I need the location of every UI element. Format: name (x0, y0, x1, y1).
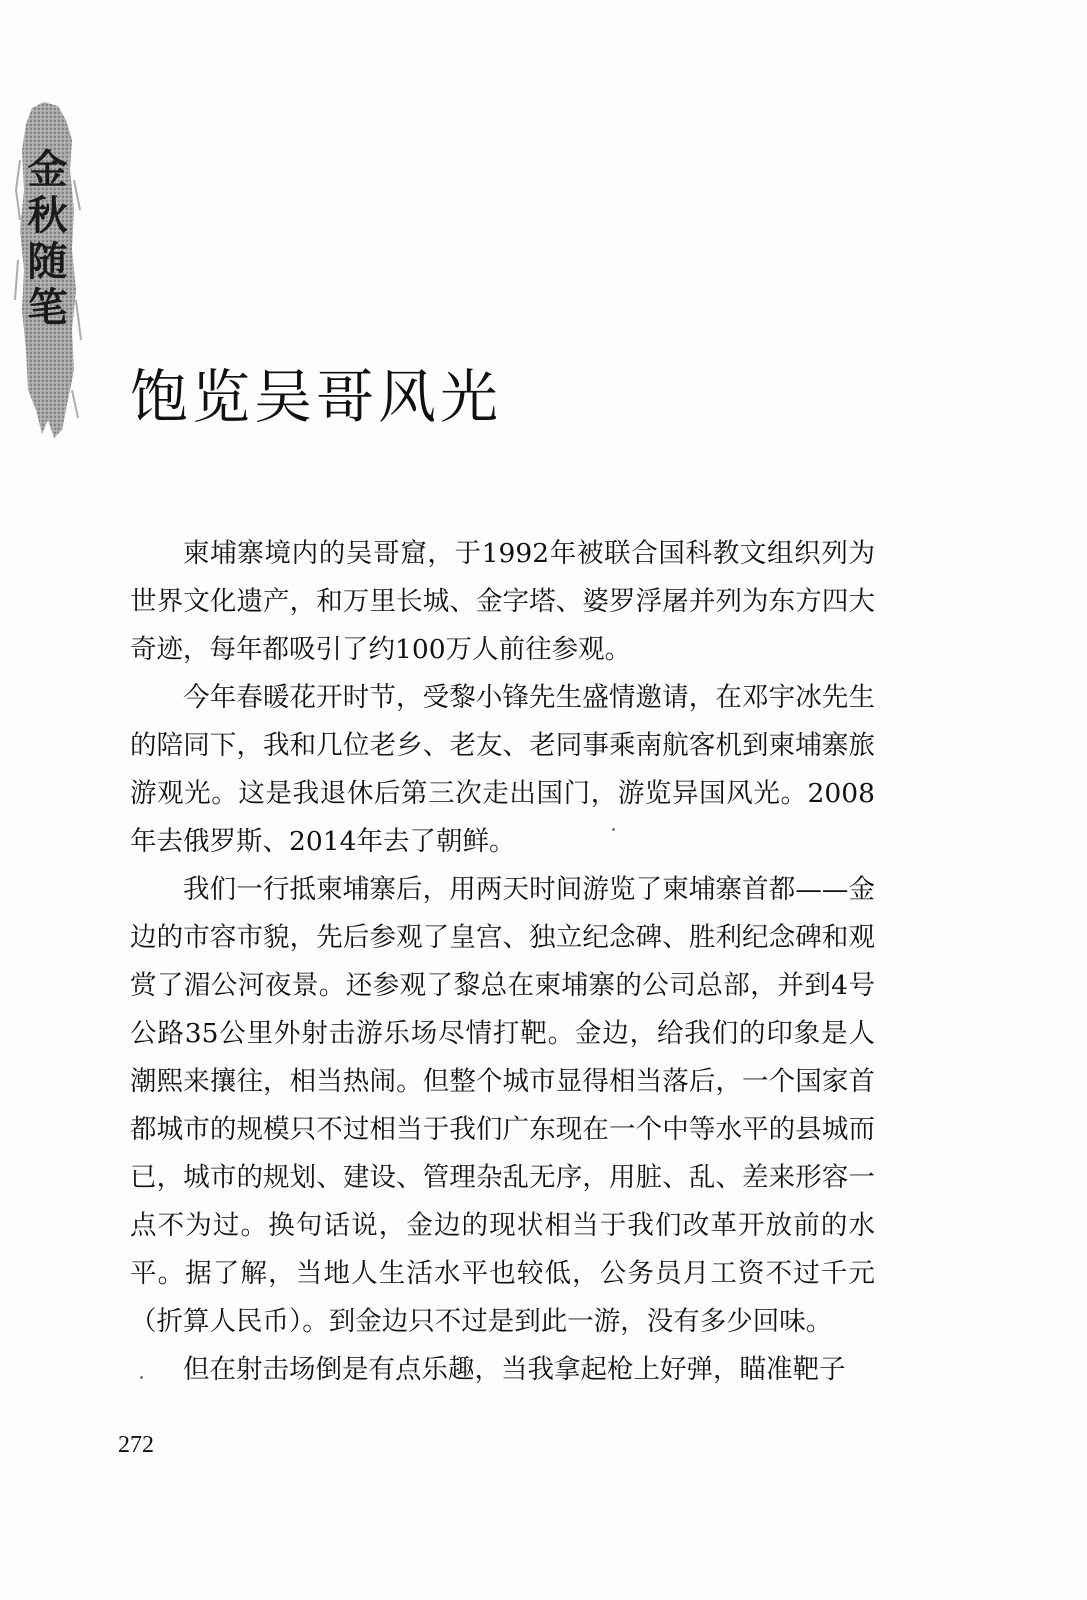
margin-banner-text: 金秋随笔 (21, 148, 68, 332)
paragraph-4: 但在射击场倒是有点乐趣，当我拿起枪上好弹，瞄准靶子 (183, 1354, 846, 1385)
paragraph-1: 柬埔寨境内的吴哥窟，于1992年被联合国科教文组织列为世界文化遗产，和万里长城、金字塔、婆罗浮屠并列为东方四大奇迹，每年都吸引了约100万人前往参观。 (130, 538, 875, 665)
paragraph-3: 我们一行抵柬埔寨后，用两天时间游览了柬埔寨首都——金边的市容市貌，先后参观了皇宫、独立纪念碑、胜利纪念碑和观赏了湄公河夜景。还参观了黎总在柬埔寨的公司总部，并到4号公路35公里外射击游乐场尽情打靶。金边，给我们的印象是人潮熙来攘往，相当热闹。但整个城市显得相当落后，一个国家首都城市的规模只不过相当于我们广东现在一个中等水平的县城而已，城市的规划、建设、管理杂乱无序，用脏、乱、差来形容一点不为过。换句话说，金边的现状相当于我们改革开放前的水平。据了解，当地人生活水平也较低，公务员月工资不过千元（折算人民币）。到金边只不过是到此一游，没有多少回味。 (130, 874, 875, 1337)
article-body (130, 530, 875, 1394)
paragraph-2: 今年春暖花开时节，受黎小锋先生盛情邀请，在邓宇冰先生的陪同下，我和几位老乡、老友、老同事乘南航客机到柬埔寨旅游观光。这是我退休后第三次走出国门，游览异国风光。2008年去俄罗斯、2014年去了朝鲜。 (130, 682, 875, 857)
page-number: 272 (118, 1432, 154, 1458)
scan-speck (612, 828, 615, 831)
article-title: 饱览吴哥风光 (130, 363, 503, 431)
margin-brush-banner (14, 100, 84, 440)
scan-speck (140, 1376, 143, 1379)
